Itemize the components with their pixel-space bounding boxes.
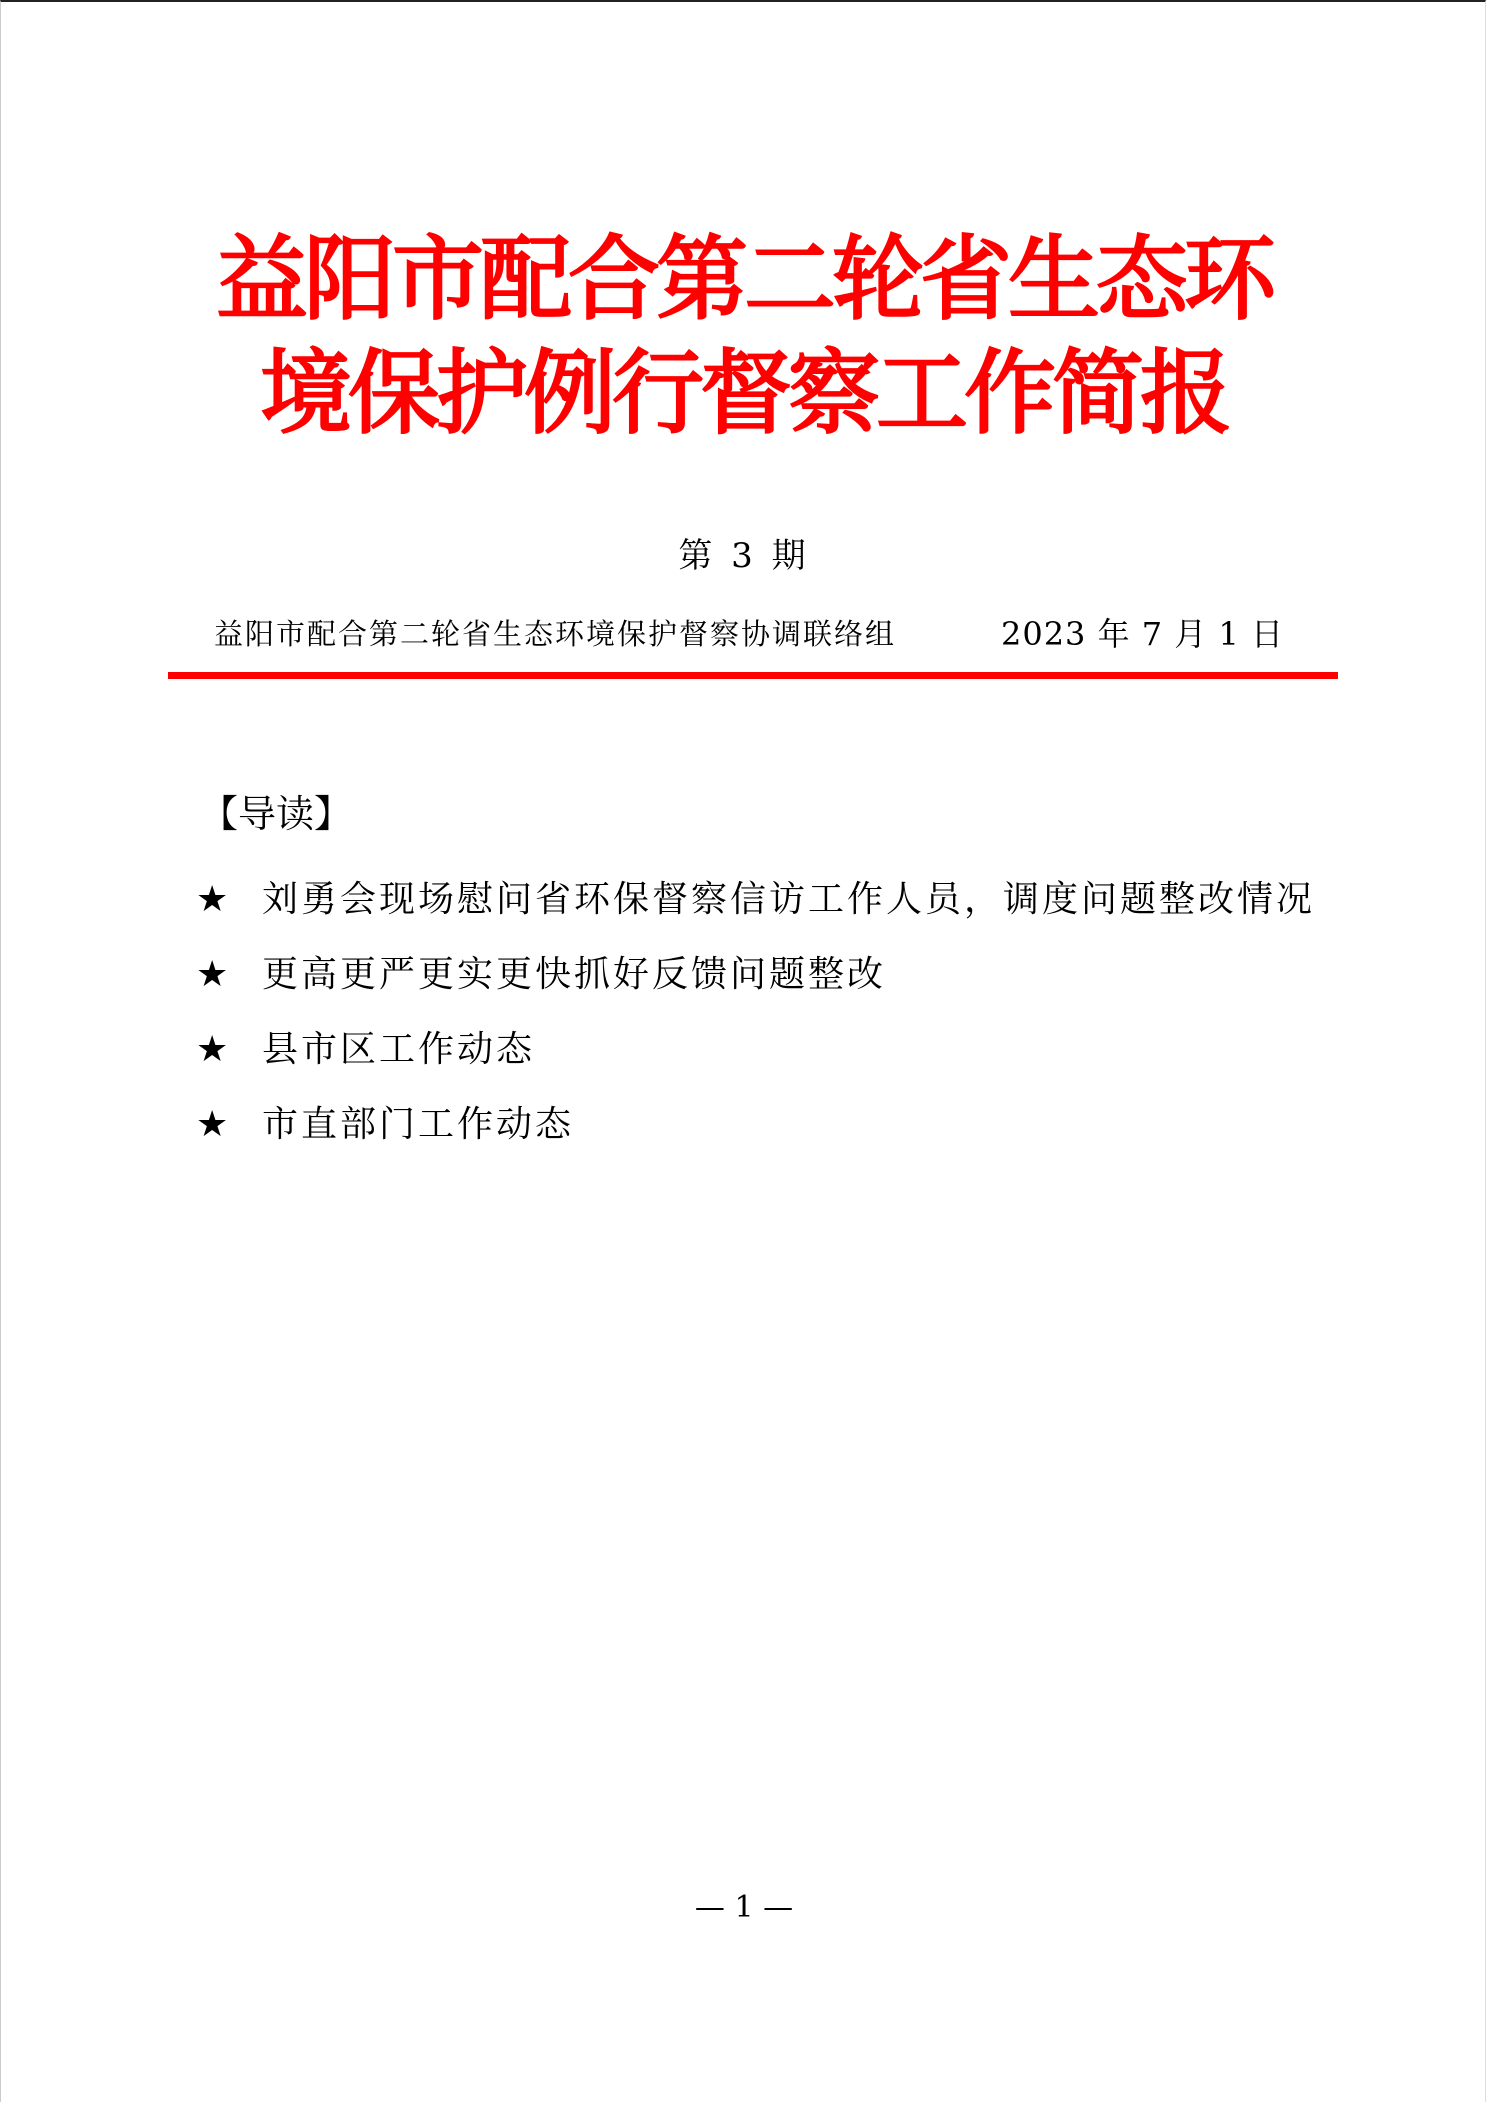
guide-item bbox=[196, 937, 1316, 1012]
title-line-2: 境保护例行督察工作简报 bbox=[259, 339, 1228, 447]
title-line-1: 益阳市配合第二轮省生态环 bbox=[215, 225, 1272, 333]
guide-item bbox=[196, 1087, 1316, 1162]
guide-item-text: 县市区工作动态 bbox=[262, 1029, 536, 1070]
black-star-icon: ★ bbox=[196, 879, 232, 920]
page-number: — 1 — bbox=[694, 1890, 794, 1925]
guide-list bbox=[196, 862, 1316, 1162]
guide-item bbox=[196, 862, 1316, 937]
black-star-icon: ★ bbox=[196, 1104, 232, 1145]
bulletin-title bbox=[0, 222, 1488, 450]
guide-item bbox=[196, 1012, 1316, 1087]
issuer-date-row bbox=[214, 606, 1284, 662]
issuer-name: 益阳市配合第二轮省生态环境保护督察协调联络组 bbox=[214, 617, 897, 651]
black-star-icon: ★ bbox=[196, 1029, 232, 1070]
guide-item-text: 市直部门工作动态 bbox=[262, 1104, 575, 1145]
guide-heading: 【导读】 bbox=[200, 792, 353, 836]
red-separator-rule bbox=[168, 672, 1338, 679]
guide-item-text: 更高更严更实更快抓好反馈问题整改 bbox=[262, 954, 887, 995]
black-star-icon: ★ bbox=[196, 954, 232, 995]
issue-date: 2023 年 7 月 1 日 bbox=[1000, 615, 1284, 653]
guide-item-text: 刘勇会现场慰问省环保督察信访工作人员，调度问题整改情况 bbox=[262, 879, 1316, 920]
issue-number: 第 3 期 bbox=[678, 536, 810, 576]
